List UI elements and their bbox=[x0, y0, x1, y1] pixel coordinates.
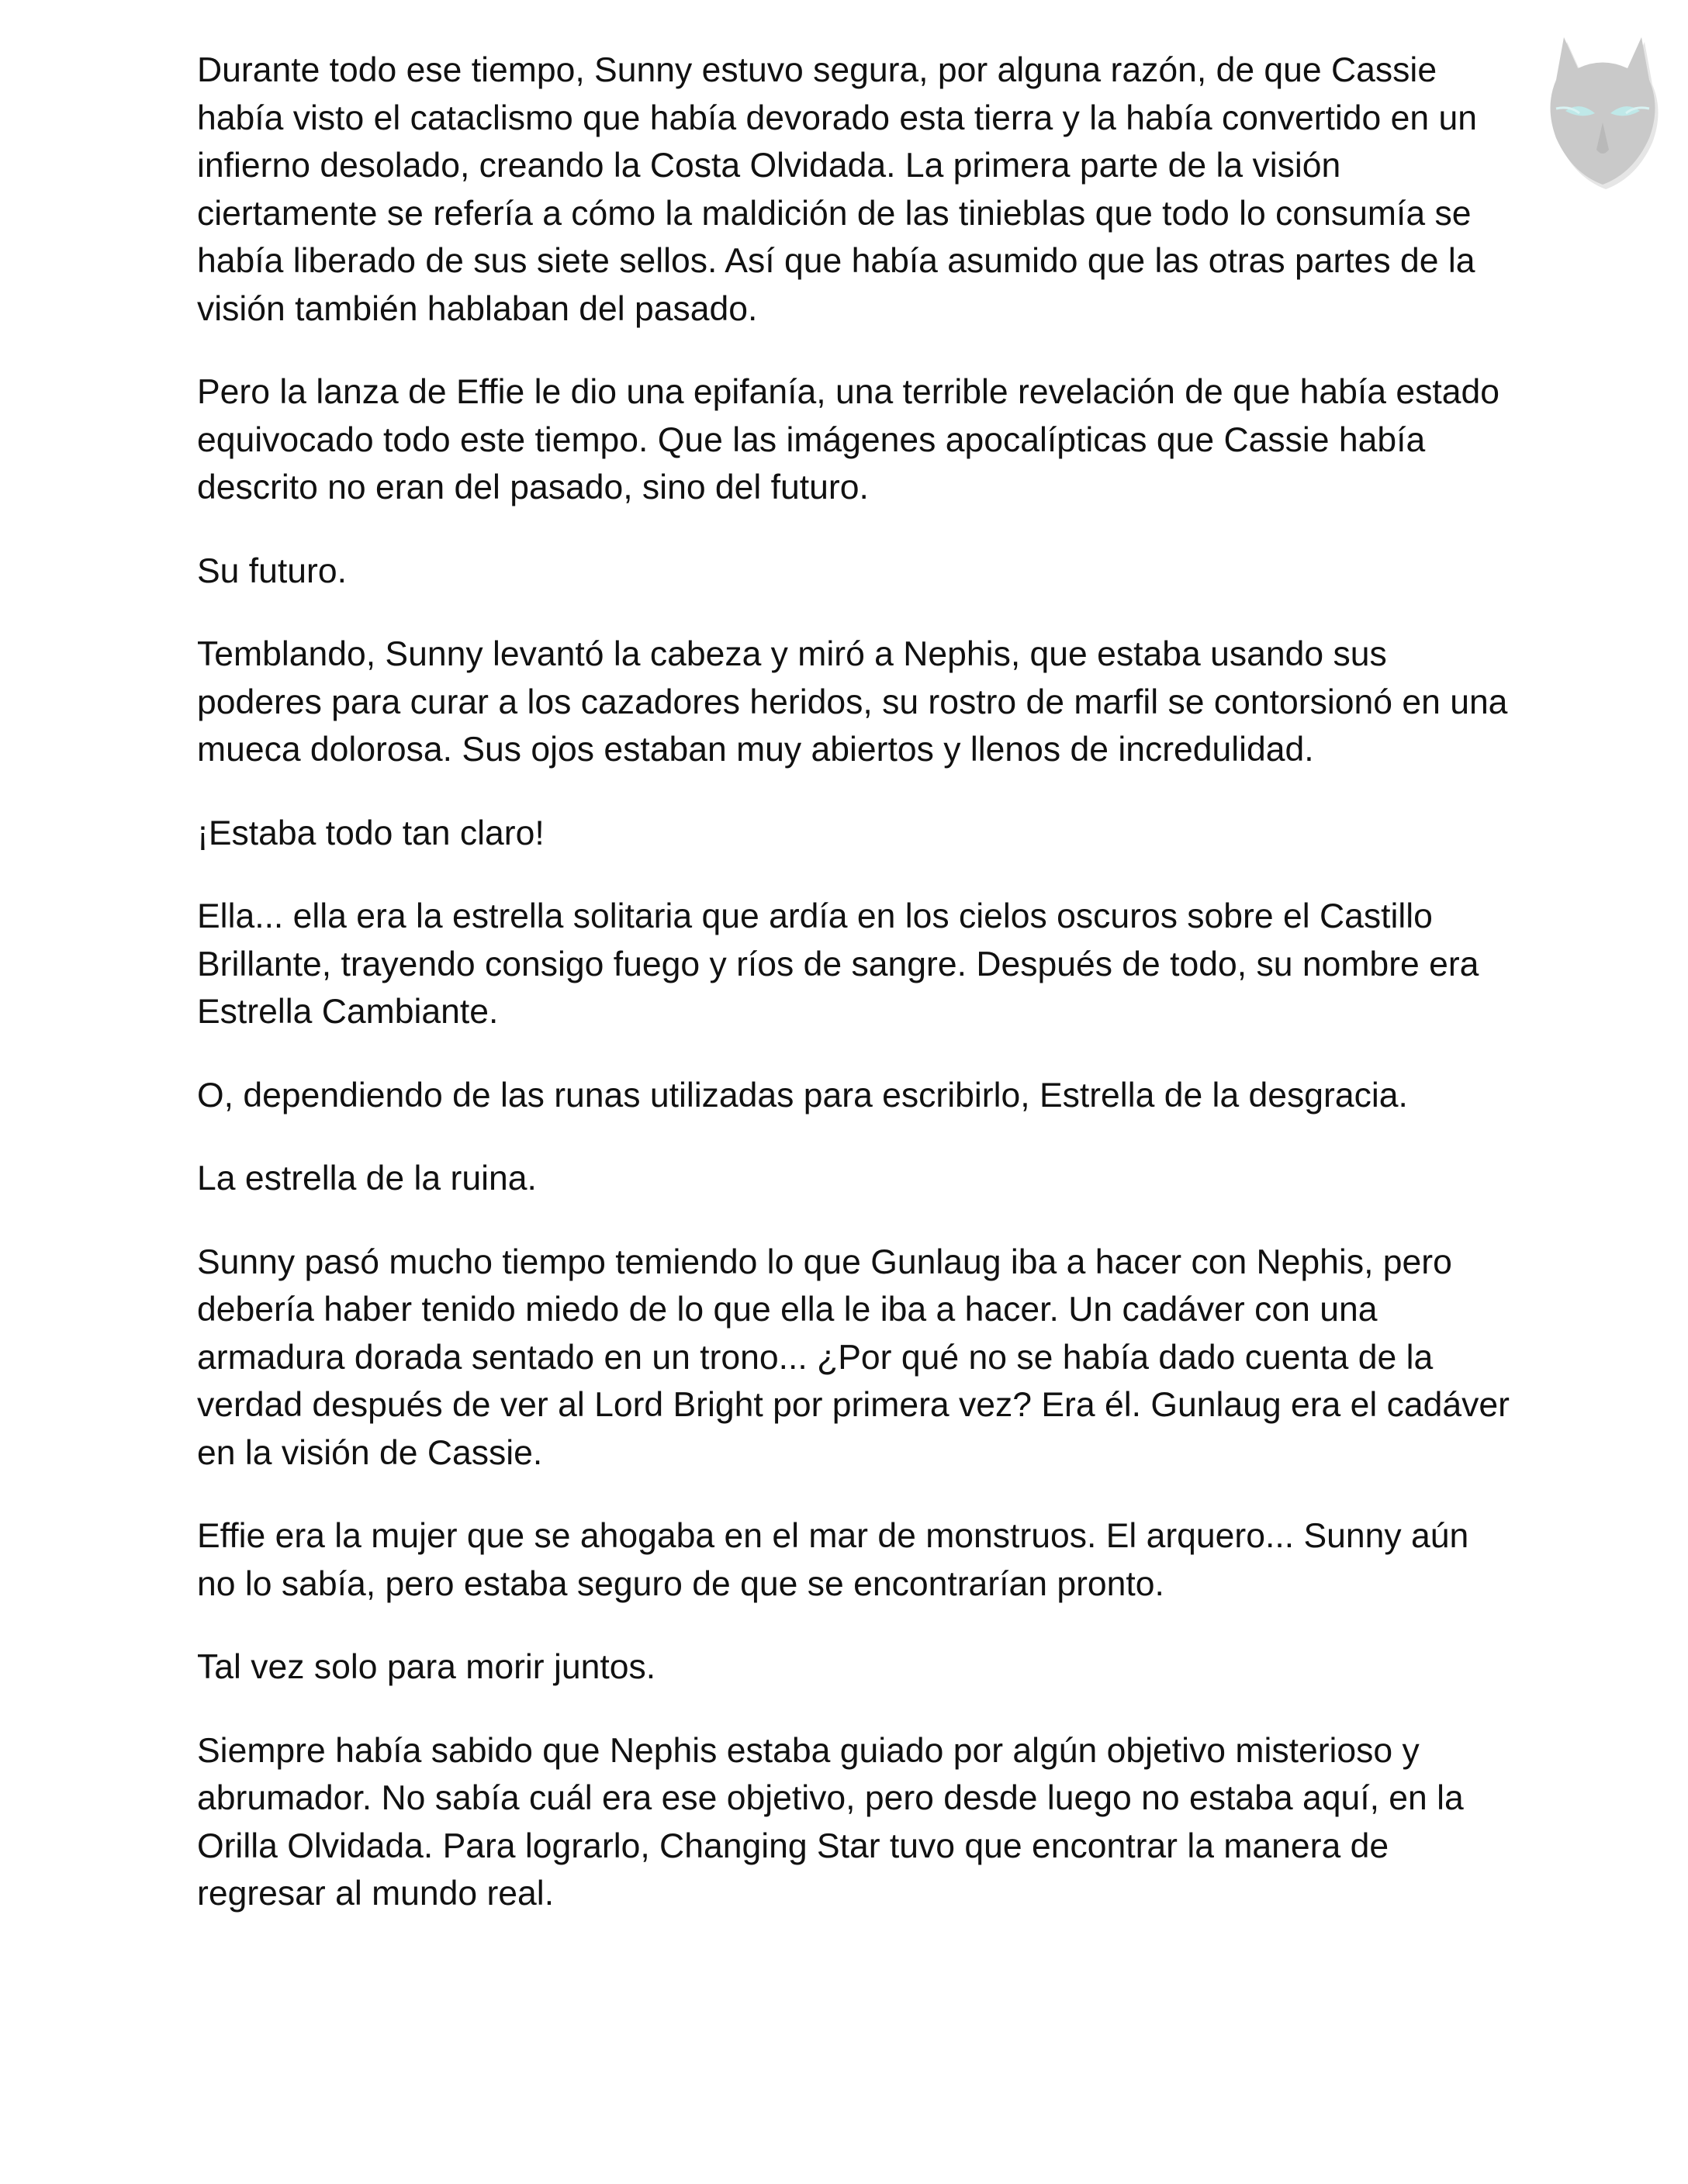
paragraph-8: La estrella de la ruina. bbox=[197, 1159, 537, 1197]
paragraph-1: Durante todo ese tiempo, Sunny estuvo segura, por alguna razón, de que Cassie había visto el cataclismo que había devorado esta tierra y la había convertido en un infierno desolado, creando la Costa Olvidada. La primera parte de la visión ciertamente se refería a cómo la maldición de las tinieblas que todo lo consumía se había liberado de sus siete sellos. Así que había asumido que las otras partes de la visión también hablaban del pasado. bbox=[197, 51, 1477, 328]
paragraph-7: O, dependiendo de las runas utilizadas para escribirlo, Estrella de la desgracia. bbox=[197, 1076, 1408, 1114]
paragraph-6: Ella... ella era la estrella solitaria que ardía en los cielos oscuros sobre el Castillo Brillante, trayendo consigo fuego y ríos de sangre. Después de todo, su nombre era Estrella Cambiante. bbox=[197, 897, 1479, 1031]
paragraph-11: Tal vez solo para morir juntos. bbox=[197, 1648, 656, 1686]
demon-mask-icon bbox=[1525, 14, 1680, 192]
paragraph-5: ¡Estaba todo tan claro! bbox=[197, 814, 545, 852]
paragraph-12: Siempre había sabido que Nephis estaba guiado por algún objetivo misterioso y abrumador. No sabía cuál era ese objetivo, pero desde luego no estaba aquí, en la Orilla Olvidada. Para lograrlo, Changing Star tuvo que encontrar la manera de regresar al mundo real. bbox=[197, 1731, 1464, 1913]
paragraph-2: Pero la lanza de Effie le dio una epifanía, una terrible revelación de que había estado equivocado todo este tiempo. Que las imágenes apocalípticas que Cassie había descrito no eran del pasado, sino del futuro. bbox=[197, 373, 1500, 506]
document-page bbox=[197, 47, 1516, 1954]
paragraph-3: Su futuro. bbox=[197, 551, 347, 590]
paragraph-10: Effie era la mujer que se ahogaba en el mar de monstruos. El arquero... Sunny aún no lo sabía, pero estaba seguro de que se encontrarían pronto. bbox=[197, 1517, 1469, 1603]
paragraph-9: Sunny pasó mucho tiempo temiendo lo que Gunlaug iba a hacer con Nephis, pero debería haber tenido miedo de lo que ella le iba a hacer. Un cadáver con una armadura dorada sentado en un trono... ¿Por qué no se había dado cuenta de la verdad después de ver al Lord Bright por primera vez? Era él. Gunlaug era el cadáver en la visión de Cassie. bbox=[197, 1242, 1510, 1472]
paragraph-4: Temblando, Sunny levantó la cabeza y miró a Nephis, que estaba usando sus poderes para curar a los cazadores heridos, su rostro de marfil se contorsionó en una mueca dolorosa. Sus ojos estaban muy abiertos y llenos de incredulidad. bbox=[197, 635, 1508, 769]
